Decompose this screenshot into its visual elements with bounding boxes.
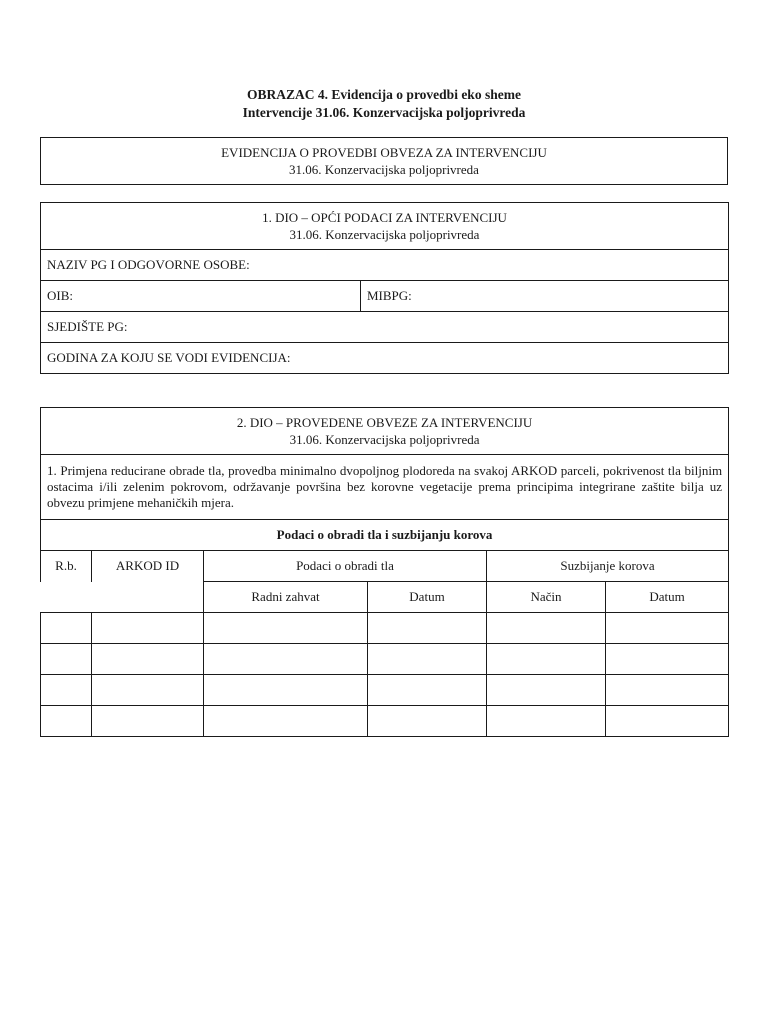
cell-nacin[interactable]: [487, 644, 606, 675]
table-row: [41, 675, 729, 706]
cell-datum-suzbijanje[interactable]: [606, 613, 729, 644]
naziv-label: NAZIV PG I ODGOVORNE OSOBE:: [47, 257, 250, 272]
cell-datum-suzbijanje[interactable]: [606, 706, 729, 737]
general-data-table: [40, 202, 729, 374]
mibpg-field[interactable]: [361, 281, 729, 312]
godina-field[interactable]: [41, 343, 729, 374]
col-suzbijanje-korova: Suzbijanje korova: [487, 551, 729, 582]
sjediste-field[interactable]: [41, 312, 729, 343]
cell-radni-zahvat[interactable]: [204, 675, 368, 706]
col-obrada-tla: Podaci o obradi tla: [204, 551, 487, 582]
section2-title: 2. DIO – PROVEDENE OBVEZE ZA INTERVENCIJU: [236, 415, 533, 430]
cell-nacin[interactable]: [487, 675, 606, 706]
page-title: [0, 86, 768, 122]
blank-subheader: [41, 582, 204, 613]
godina-label: GODINA ZA KOJU SE VODI EVIDENCIJA:: [47, 350, 291, 365]
cell-datum-suzbijanje[interactable]: [606, 675, 729, 706]
cell-arkod[interactable]: [92, 644, 204, 675]
table-row: [41, 613, 729, 644]
col-radni-zahvat: Radni zahvat: [204, 582, 368, 613]
col-nacin: Način: [487, 582, 606, 613]
col-arkod-id: ARKOD ID: [92, 551, 204, 582]
evidencija-header-cell: [41, 138, 728, 185]
cell-datum-suzbijanje[interactable]: [606, 644, 729, 675]
table-row: [41, 644, 729, 675]
mibpg-label: MIBPG:: [367, 288, 412, 303]
table-row: [41, 706, 729, 737]
col-datum-suzbijanje: Datum: [606, 582, 729, 613]
evidencija-subtitle: 31.06. Konzervacijska poljoprivreda: [289, 162, 479, 177]
section2-subtitle: 31.06. Konzervacijska poljoprivreda: [289, 432, 480, 447]
cell-rb[interactable]: [41, 706, 92, 737]
cell-arkod[interactable]: [92, 706, 204, 737]
cell-datum-obrada[interactable]: [368, 613, 487, 644]
section1-title: 1. DIO – OPĆI PODACI ZA INTERVENCIJU: [262, 210, 507, 225]
cell-radni-zahvat[interactable]: [204, 706, 368, 737]
obligation-description: 1. Primjena reducirane obrade tla, provedba minimalno dvopoljnog plodoreda na svakoj ARKOD parceli, pokrivenost tla biljnim ostacima i/ili zelenim pokrovom, održavanje površina bez korovne vegetacije prema principima integrirane zaštite bilja uz obvezu primjene mehaničkih mjera.: [41, 455, 729, 520]
oib-label: OIB:: [47, 288, 73, 303]
col-rb: R.b.: [41, 551, 92, 582]
section1-subtitle: 31.06. Konzervacijska poljoprivreda: [289, 227, 480, 242]
section2-header: [41, 408, 729, 455]
cell-radni-zahvat[interactable]: [204, 644, 368, 675]
section1-header: [41, 203, 729, 250]
cell-rb[interactable]: [41, 613, 92, 644]
sjediste-label: SJEDIŠTE PG:: [47, 319, 128, 334]
cell-datum-obrada[interactable]: [368, 706, 487, 737]
title-line-1: OBRAZAC 4. Evidencija o provedbi eko sheme: [247, 87, 521, 102]
evidencija-header-box: [40, 137, 728, 185]
cell-nacin[interactable]: [487, 706, 606, 737]
cell-nacin[interactable]: [487, 613, 606, 644]
col-datum-obrada: Datum: [368, 582, 487, 613]
cell-arkod[interactable]: [92, 613, 204, 644]
evidencija-title: EVIDENCIJA O PROVEDBI OBVEZA ZA INTERVENCIJU: [221, 145, 547, 160]
table-heading: Podaci o obradi tla i suzbijanju korova: [41, 520, 729, 551]
naziv-field[interactable]: [41, 250, 729, 281]
cell-arkod[interactable]: [92, 675, 204, 706]
title-line-2: Intervencije 31.06. Konzervacijska poljoprivreda: [242, 105, 526, 120]
cell-datum-obrada[interactable]: [368, 675, 487, 706]
cell-datum-obrada[interactable]: [368, 644, 487, 675]
oib-field[interactable]: [41, 281, 361, 312]
cell-rb[interactable]: [41, 675, 92, 706]
obligations-table: [40, 407, 729, 737]
cell-radni-zahvat[interactable]: [204, 613, 368, 644]
cell-rb[interactable]: [41, 644, 92, 675]
